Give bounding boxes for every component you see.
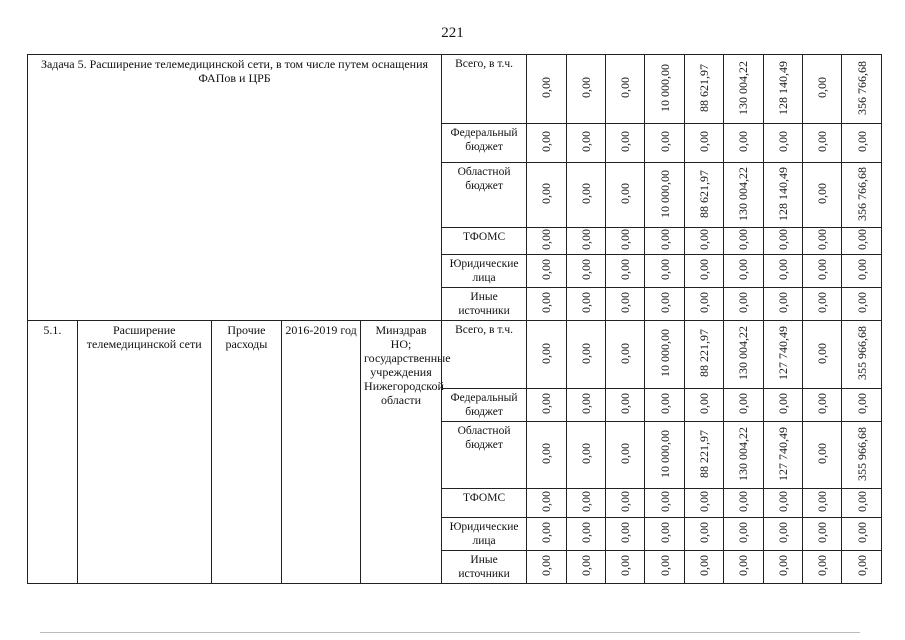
value-text: 0,00	[578, 555, 593, 576]
source-label: ТФОМС	[442, 228, 527, 255]
value-cell	[645, 518, 684, 551]
item-number: 5.1.	[28, 321, 78, 584]
value-text: 127 740,49	[775, 426, 790, 481]
value-text: 0,00	[696, 555, 711, 576]
value-cell	[645, 55, 684, 124]
value-cell	[566, 55, 605, 124]
value-text: 0,00	[618, 443, 633, 464]
value-text: 0,00	[578, 342, 593, 364]
value-text: 0,00	[539, 393, 554, 414]
value-cell	[605, 55, 644, 124]
value-text: 130 004,22	[736, 60, 751, 115]
value-cell	[684, 163, 723, 228]
value-cell	[763, 389, 802, 422]
value-text: 0,00	[775, 292, 790, 313]
value-text: 0,00	[618, 491, 633, 512]
value-cell	[566, 255, 605, 288]
value-cell	[842, 422, 882, 489]
value-text: 0,00	[815, 292, 830, 313]
value-cell	[803, 551, 842, 584]
value-text: 0,00	[736, 131, 751, 152]
value-cell	[566, 228, 605, 255]
value-cell	[803, 389, 842, 422]
value-text: 0,00	[618, 342, 633, 364]
value-cell	[763, 124, 802, 163]
value-text: 0,00	[539, 491, 554, 512]
value-cell	[763, 228, 802, 255]
value-text: 0,00	[578, 183, 593, 204]
value-cell	[842, 228, 882, 255]
table-row	[28, 321, 882, 389]
item-name: Расширение телемедицинской сети	[77, 321, 211, 584]
value-text: 130 004,22	[736, 166, 751, 221]
value-text: 0,00	[815, 131, 830, 152]
value-text: 0,00	[775, 522, 790, 543]
value-text: 0,00	[657, 292, 672, 313]
value-text: 88 621,97	[696, 169, 711, 218]
value-text: 0,00	[578, 259, 593, 280]
value-text: 88 221,97	[696, 429, 711, 478]
value-cell	[763, 551, 802, 584]
value-cell	[684, 518, 723, 551]
value-text: 0,00	[618, 292, 633, 313]
value-cell	[842, 321, 882, 389]
value-cell	[684, 389, 723, 422]
source-label: Юридические лица	[442, 255, 527, 288]
value-text: 0,00	[618, 229, 633, 250]
value-cell	[724, 389, 763, 422]
value-cell	[527, 288, 566, 321]
value-text: 0,00	[578, 491, 593, 512]
value-cell	[645, 551, 684, 584]
value-cell	[527, 551, 566, 584]
source-label: Юридические лица	[442, 518, 527, 551]
value-cell	[645, 163, 684, 228]
value-cell	[684, 489, 723, 518]
value-text: 0,00	[854, 522, 869, 543]
value-cell	[842, 489, 882, 518]
value-text: 0,00	[578, 131, 593, 152]
value-cell	[566, 518, 605, 551]
value-cell	[645, 124, 684, 163]
value-text: 0,00	[736, 491, 751, 512]
value-text: 0,00	[854, 555, 869, 576]
value-cell	[842, 288, 882, 321]
value-cell	[566, 163, 605, 228]
value-text: 0,00	[618, 393, 633, 414]
value-cell	[605, 422, 644, 489]
value-cell	[842, 389, 882, 422]
value-cell	[566, 551, 605, 584]
value-cell	[763, 163, 802, 228]
value-text: 355 966,68	[854, 326, 869, 380]
value-text: 0,00	[539, 292, 554, 313]
value-cell	[527, 55, 566, 124]
value-cell	[527, 389, 566, 422]
expense-type: Прочие расходы	[211, 321, 282, 584]
value-cell	[803, 422, 842, 489]
source-label: Всего, в т.ч.	[442, 321, 527, 389]
value-text: 0,00	[578, 393, 593, 414]
value-cell	[645, 228, 684, 255]
value-text: 0,00	[578, 443, 593, 464]
value-cell	[724, 288, 763, 321]
value-cell	[566, 124, 605, 163]
value-cell	[724, 321, 763, 389]
value-cell	[842, 518, 882, 551]
value-cell	[724, 163, 763, 228]
value-text: 130 004,22	[736, 326, 751, 380]
value-text: 0,00	[539, 131, 554, 152]
value-cell	[527, 422, 566, 489]
value-cell	[803, 288, 842, 321]
value-cell	[763, 321, 802, 389]
value-text: 0,00	[736, 555, 751, 576]
value-text: 0,00	[618, 259, 633, 280]
value-cell	[527, 124, 566, 163]
value-text: 127 740,49	[775, 326, 790, 380]
value-text: 0,00	[657, 522, 672, 543]
value-text: 0,00	[539, 229, 554, 250]
value-cell	[803, 255, 842, 288]
value-cell	[605, 518, 644, 551]
value-cell	[605, 255, 644, 288]
value-cell	[566, 489, 605, 518]
value-text: 10 000,00	[657, 429, 672, 478]
value-text: 0,00	[775, 555, 790, 576]
value-text: 0,00	[736, 259, 751, 280]
value-text: 0,00	[854, 491, 869, 512]
value-cell	[684, 255, 723, 288]
value-cell	[527, 518, 566, 551]
value-text: 0,00	[775, 131, 790, 152]
value-text: 356 766,68	[854, 60, 869, 115]
value-cell	[684, 321, 723, 389]
value-cell	[645, 321, 684, 389]
value-cell	[645, 422, 684, 489]
value-text: 0,00	[815, 77, 830, 98]
value-cell	[605, 163, 644, 228]
value-text: 0,00	[696, 491, 711, 512]
value-cell	[684, 124, 723, 163]
value-cell	[724, 489, 763, 518]
value-text: 0,00	[775, 229, 790, 250]
source-label: Федеральный бюджет	[442, 124, 527, 163]
executor: Минздрав НО; государственные учреждения Нижегородской области	[361, 321, 442, 584]
value-text: 130 004,22	[736, 426, 751, 481]
value-cell	[527, 489, 566, 518]
value-cell	[763, 422, 802, 489]
value-text: 10 000,00	[657, 169, 672, 218]
value-cell	[605, 321, 644, 389]
value-text: 0,00	[696, 292, 711, 313]
page-number: 221	[441, 25, 464, 41]
table-row	[28, 55, 882, 124]
value-cell	[605, 228, 644, 255]
value-cell	[527, 228, 566, 255]
value-text: 0,00	[578, 77, 593, 98]
task-title: Задача 5. Расширение телемедицинской сети, в том числе путем оснащения ФАПов и ЦРБ	[28, 55, 442, 321]
value-cell	[724, 518, 763, 551]
value-cell	[605, 551, 644, 584]
value-text: 0,00	[854, 229, 869, 250]
value-cell	[605, 288, 644, 321]
value-text: 0,00	[539, 183, 554, 204]
value-text: 0,00	[657, 555, 672, 576]
value-text: 0,00	[578, 292, 593, 313]
value-text: 0,00	[815, 393, 830, 414]
value-cell	[527, 163, 566, 228]
value-cell	[803, 55, 842, 124]
source-label: Всего, в т.ч.	[442, 55, 527, 124]
source-label: Иные источники	[442, 288, 527, 321]
value-text: 0,00	[539, 259, 554, 280]
value-cell	[527, 321, 566, 389]
value-cell	[566, 288, 605, 321]
value-text: 356 766,68	[854, 166, 869, 221]
value-cell	[566, 321, 605, 389]
value-text: 10 000,00	[657, 63, 672, 112]
value-text: 0,00	[736, 229, 751, 250]
value-text: 0,00	[539, 342, 554, 364]
value-text: 0,00	[539, 443, 554, 464]
value-cell	[645, 255, 684, 288]
source-label: ТФОМС	[442, 489, 527, 518]
table-body	[28, 55, 882, 584]
value-text: 0,00	[539, 77, 554, 98]
value-cell	[645, 489, 684, 518]
value-text: 0,00	[657, 491, 672, 512]
value-cell	[566, 422, 605, 489]
value-text: 128 140,49	[775, 60, 790, 115]
value-cell	[842, 55, 882, 124]
value-text: 0,00	[775, 259, 790, 280]
value-cell	[724, 551, 763, 584]
value-cell	[842, 124, 882, 163]
value-cell	[645, 288, 684, 321]
value-text: 0,00	[696, 259, 711, 280]
value-cell	[724, 422, 763, 489]
value-text: 0,00	[696, 522, 711, 543]
value-text: 0,00	[696, 229, 711, 250]
scan-artifact-line	[40, 632, 860, 633]
value-text: 355 966,68	[854, 426, 869, 481]
value-text: 0,00	[736, 292, 751, 313]
value-text: 0,00	[854, 259, 869, 280]
source-label: Областной бюджет	[442, 163, 527, 228]
value-text: 0,00	[657, 393, 672, 414]
value-text: 0,00	[815, 443, 830, 464]
value-text: 0,00	[775, 393, 790, 414]
value-text: 0,00	[815, 522, 830, 543]
value-text: 0,00	[696, 131, 711, 152]
value-text: 0,00	[539, 522, 554, 543]
value-text: 0,00	[736, 522, 751, 543]
value-text: 0,00	[578, 229, 593, 250]
period: 2016-2019 год	[282, 321, 361, 584]
value-text: 88 221,97	[696, 329, 711, 377]
source-label: Федеральный бюджет	[442, 389, 527, 422]
value-text: 0,00	[618, 522, 633, 543]
value-text: 0,00	[815, 229, 830, 250]
value-cell	[605, 489, 644, 518]
value-cell	[684, 422, 723, 489]
value-cell	[842, 163, 882, 228]
value-cell	[684, 55, 723, 124]
value-cell	[684, 288, 723, 321]
value-cell	[724, 55, 763, 124]
value-cell	[763, 489, 802, 518]
value-cell	[684, 551, 723, 584]
value-cell	[842, 255, 882, 288]
value-cell	[763, 288, 802, 321]
value-text: 0,00	[657, 229, 672, 250]
value-text: 88 621,97	[696, 63, 711, 112]
value-cell	[724, 124, 763, 163]
value-text: 0,00	[657, 259, 672, 280]
value-cell	[763, 55, 802, 124]
value-cell	[803, 518, 842, 551]
value-text: 0,00	[618, 555, 633, 576]
budget-table	[27, 54, 882, 584]
value-text: 0,00	[815, 342, 830, 364]
value-text: 0,00	[696, 393, 711, 414]
value-cell	[803, 489, 842, 518]
source-label: Иные источники	[442, 551, 527, 584]
value-text: 10 000,00	[657, 329, 672, 377]
value-text: 0,00	[736, 393, 751, 414]
value-cell	[645, 389, 684, 422]
value-text: 0,00	[618, 183, 633, 204]
value-cell	[763, 518, 802, 551]
value-text: 0,00	[775, 491, 790, 512]
value-cell	[566, 389, 605, 422]
value-cell	[605, 389, 644, 422]
value-text: 0,00	[657, 131, 672, 152]
value-cell	[803, 124, 842, 163]
value-text: 0,00	[854, 131, 869, 152]
source-label: Областной бюджет	[442, 422, 527, 489]
value-cell	[763, 255, 802, 288]
value-cell	[724, 228, 763, 255]
value-text: 0,00	[854, 292, 869, 313]
value-cell	[842, 551, 882, 584]
value-cell	[803, 163, 842, 228]
value-text: 0,00	[815, 183, 830, 204]
value-text: 0,00	[539, 555, 554, 576]
value-text: 0,00	[618, 131, 633, 152]
value-text: 0,00	[578, 522, 593, 543]
value-text: 0,00	[815, 259, 830, 280]
value-text: 0,00	[854, 393, 869, 414]
value-cell	[684, 228, 723, 255]
value-text: 128 140,49	[775, 166, 790, 221]
value-cell	[527, 255, 566, 288]
value-cell	[803, 321, 842, 389]
value-text: 0,00	[618, 77, 633, 98]
value-cell	[803, 228, 842, 255]
value-cell	[605, 124, 644, 163]
value-text: 0,00	[815, 555, 830, 576]
value-text: 0,00	[815, 491, 830, 512]
value-cell	[724, 255, 763, 288]
